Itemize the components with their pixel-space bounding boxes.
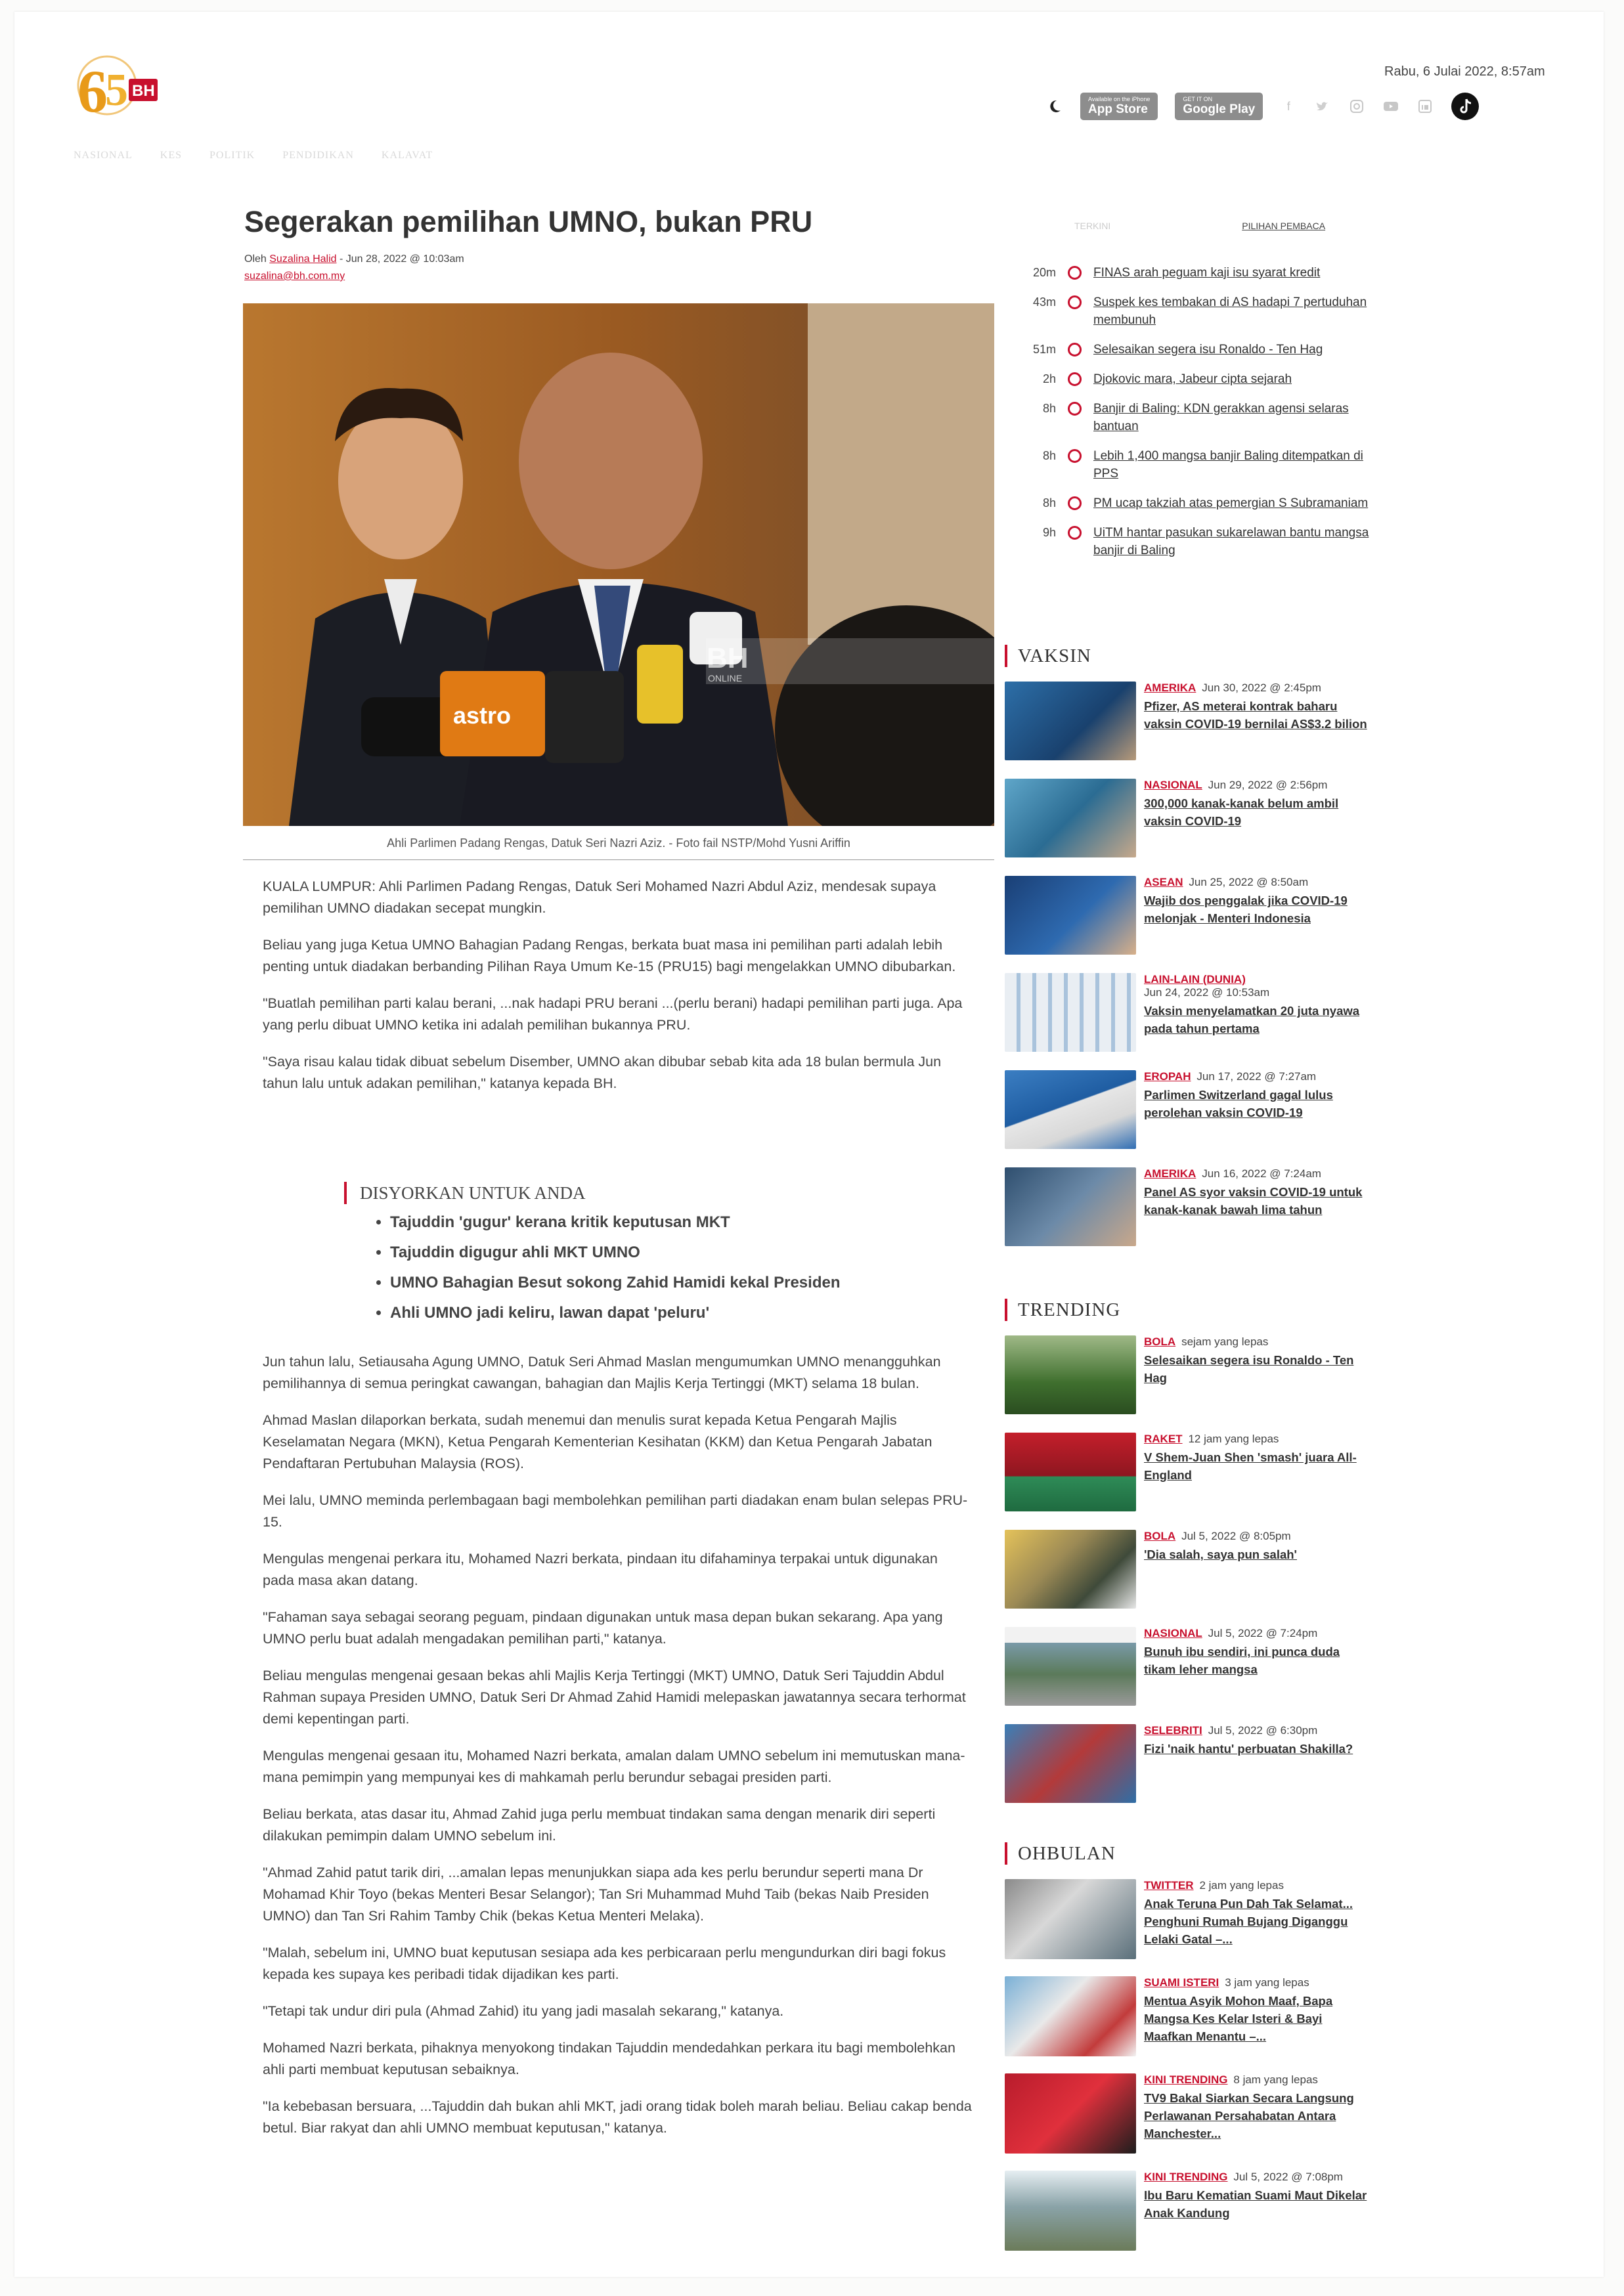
news-thumbnail[interactable] (1005, 2171, 1136, 2251)
header-icons (1046, 92, 1480, 121)
article-body-bottom (263, 1351, 972, 2154)
ohbulan-section (1005, 1842, 1372, 2268)
news-card[interactable]: SELEBRITI Jul 5, 2022 @ 6:30pm Fizi 'naik hantu' perbuatan Shakilla? (1005, 1724, 1372, 1807)
news-card[interactable]: LAIN-LAIN (DUNIA) Jun 24, 2022 @ 10:53am Vaksin menyelamatkan 20 juta nyawa pada tahun pertama (1005, 973, 1372, 1056)
svg-text:astro: astro (453, 702, 512, 729)
news-thumbnail[interactable] (1005, 1335, 1136, 1414)
article-body-top (263, 876, 972, 1110)
news-card[interactable]: AMERIKA Jun 16, 2022 @ 7:24am Panel AS syor vaksin COVID-19 untuk kanak-kanak bawah lima tahun (1005, 1167, 1372, 1250)
svg-text:5: 5 (105, 65, 128, 116)
suggested-link[interactable]: • UMNO Bahagian Besut sokong Zahid Hamidi kekal Presiden (390, 1274, 935, 1292)
news-card[interactable]: KINI TRENDING Jul 5, 2022 @ 7:08pm Ibu Baru Kematian Suami Maut Dikelar Anak Kandung (1005, 2171, 1372, 2259)
paragraph: "Ia kebebasan bersuara, ...Tajuddin dah bukan ahli MKT, jadi orang tidak boleh marah beliau. Beliau cakap benda betul. Biar rakyat dan ahli UMNO membuat keputusan," katanya. (263, 2098, 972, 2136)
youtube-icon[interactable] (1382, 98, 1399, 115)
circle-icon (1068, 449, 1082, 463)
circle-icon (1068, 402, 1082, 416)
byline: Oleh Suzalina Halid - Jun 28, 2022 @ 10:03am suzalina@bh.com.my (244, 253, 464, 282)
linkedin-icon[interactable] (1416, 98, 1434, 115)
suggested-link[interactable]: • Tajuddin digugur ahli MKT UMNO (390, 1244, 935, 1262)
news-thumbnail[interactable] (1005, 779, 1136, 857)
news-thumbnail[interactable] (1005, 1433, 1136, 1511)
news-card[interactable]: AMERIKA Jun 30, 2022 @ 2:45pm Pfizer, AS meterai kontrak baharu vaksin COVID-19 bernilai AS$3.2 bilion (1005, 682, 1372, 764)
section-heading: OHBULAN (1005, 1842, 1372, 1865)
news-card[interactable]: NASIONAL Jul 5, 2022 @ 7:24pm Bunuh ibu sendiri, ini punca duda tikam leher mangsa (1005, 1627, 1372, 1710)
section-heading: VAKSIN (1005, 645, 1372, 667)
news-thumbnail[interactable] (1005, 1627, 1136, 1706)
trending-section (1005, 1299, 1372, 1821)
svg-text:6: 6 (77, 58, 108, 123)
list-item[interactable]: 9h UiTM hantar pasukan sukarelawan bantu mangsa banjir di Baling (1042, 526, 1369, 557)
nav-item-kalavat[interactable]: KALAVAT (381, 150, 433, 161)
news-card[interactable]: KINI TRENDING 8 jam yang lepas TV9 Bakal Siarkan Secara Langsung Perlawanan Persahabatan Antara Manchester... (1005, 2073, 1372, 2161)
article-title: Segerakan pemilihan UMNO, bukan PRU (244, 205, 813, 238)
nav-item-kes[interactable]: KES (160, 150, 183, 161)
circle-icon (1068, 526, 1082, 540)
news-thumbnail[interactable] (1005, 1724, 1136, 1803)
tab-pilihan-pembaca[interactable]: PILIHAN PEMBACA (1242, 221, 1326, 231)
news-thumbnail[interactable] (1005, 2073, 1136, 2154)
list-item[interactable]: 8h Banjir di Baling: KDN gerakkan agensi selaras bantuan (1042, 402, 1349, 433)
paragraph: "Tetapi tak undur diri pula (Ahmad Zahid) itu yang jadi masalah sekarang," katanya. (263, 2003, 784, 2019)
circle-icon (1068, 372, 1082, 386)
news-thumbnail[interactable] (1005, 1530, 1136, 1609)
paragraph: "Buatlah pemilihan parti kalau berani, ...nak hadapi PRU berani ...(perlu berani) hadapi pemilihan parti juga. Apa yang perlu dibuat UMNO ketika ini adalah pemilihan bukannya PRU. (263, 995, 963, 1033)
svg-text:ONLINE: ONLINE (708, 673, 743, 683)
list-item[interactable]: 8h PM ucap takziah atas pemergian S Subramaniam (1042, 496, 1369, 510)
suggested-link[interactable]: • Tajuddin 'gugur' kerana kritik keputusan MKT (390, 1213, 935, 1232)
bh-65-logo[interactable] (71, 51, 163, 123)
news-card[interactable]: TWITTER 2 jam yang lepas Anak Teruna Pun Dah Tak Selamat... Penghuni Rumah Bujang Diganggu Lelaki Gatal –... (1005, 1879, 1372, 1967)
nav-item-pendidikan[interactable]: PENDIDIKAN (282, 150, 354, 161)
news-thumbnail[interactable] (1005, 876, 1136, 955)
photo-caption: Ahli Parlimen Padang Rengas, Datuk Seri Nazri Aziz. - Foto fail NSTP/Mohd Yusni Ariffin (243, 827, 994, 860)
suggested-heading: DISYORKAN UNTUK ANDA (344, 1182, 935, 1204)
paragraph: "Saya risau kalau tidak dibuat sebelum Disember, UMNO akan dibubar sebab kita ada 18 bulan bermula Jun tahun lalu untuk adakan pemilihan," katanya kepada BH. (263, 1054, 942, 1091)
suggested-box (344, 1182, 935, 1334)
dark-mode-icon[interactable] (1046, 98, 1063, 115)
nav-item-nasional[interactable]: NASIONAL (74, 150, 133, 161)
news-thumbnail[interactable] (1005, 1167, 1136, 1246)
news-card[interactable]: ASEAN Jun 25, 2022 @ 8:50am Wajib dos penggalak jika COVID-19 melonjak - Menteri Indonesia (1005, 876, 1372, 959)
paragraph: Mengulas mengenai perkara itu, Mohamed Nazri berkata, pindaan itu difahaminya terpakai untuk digunakan pada masa akan datang. (263, 1551, 938, 1588)
paragraph: Beliau yang juga Ketua UMNO Bahagian Padang Rengas, berkata buat masa ini pemilihan parti adalah lebih penting untuk diadakan berbanding Pilihan Raya Umum Ke-15 (PRU15) bagi mengelakkan UMNO dibubarkan. (263, 937, 956, 974)
news-thumbnail[interactable] (1005, 1976, 1136, 2056)
paragraph: Beliau berkata, atas dasar itu, Ahmad Zahid juga perlu membuat tindakan sama dengan menarik diri seperti dilakukan pemimpin dalam UMNO sebelum ini. (263, 1806, 936, 1844)
author-link[interactable]: Suzalina Halid (269, 253, 337, 265)
list-item[interactable]: 8h Lebih 1,400 mangsa banjir Baling ditempatkan di PPS (1042, 449, 1363, 481)
app-store-label: App Store (1088, 102, 1148, 116)
paragraph: Mengulas mengenai gesaan itu, Mohamed Nazri berkata, amalan dalam UMNO sebelum ini memutuskan mana-mana pemimpin yang mempunyai kes di mahkamah perlu berundur sebagai presiden parti. (263, 1748, 965, 1785)
news-thumbnail[interactable] (1005, 682, 1136, 760)
twitter-icon[interactable] (1314, 98, 1331, 115)
tiktok-icon[interactable] (1451, 92, 1480, 121)
news-card[interactable]: BOLA sejam yang lepas Selesaikan segera isu Ronaldo - Ten Hag (1005, 1335, 1372, 1418)
paragraph: Beliau mengulas mengenai gesaan bekas ahli Majlis Kerja Tertinggi (MKT) UMNO, Datuk Seri Tajuddin Abdul Rahman supaya Presiden UMNO, Datuk Seri Dr Ahmad Zahid Hamidi melepaskan jawatannya secara terhormat demi kepentingan parti. (263, 1668, 966, 1727)
current-date: Rabu, 6 Julai 2022, 8:57am (1384, 64, 1545, 79)
suggested-link[interactable]: • Ahli UMNO jadi keliru, lawan dapat 'peluru' (390, 1304, 935, 1322)
circle-icon (1068, 266, 1082, 280)
sidebar-tabs (1074, 221, 1325, 231)
news-thumbnail[interactable] (1005, 1070, 1136, 1149)
paragraph: KUALA LUMPUR: Ahli Parlimen Padang Rengas, Datuk Seri Mohamed Nazri Abdul Aziz, mendesak supaya pemilihan UMNO diadakan secepat mungkin. (263, 878, 936, 916)
section-heading: TRENDING (1005, 1299, 1372, 1321)
paragraph: Ahmad Maslan dilaporkan berkata, sudah menemui dan menulis surat kepada Ketua Pengarah Majlis Keselamatan Negara (MKN), Ketua Pengarah Kementerian Kesihatan (KKM) dan Ketua Pengarah Jabatan Pendaftaran Pertubuhan Malaysia (ROS). (263, 1412, 933, 1471)
list-item[interactable]: 51m Selesaikan segera isu Ronaldo - Ten Hag (1032, 343, 1323, 357)
news-card[interactable]: EROPAH Jun 17, 2022 @ 7:27am Parlimen Switzerland gagal lulus perolehan vaksin COVID-19 (1005, 1070, 1372, 1153)
svg-text:BH: BH (132, 82, 155, 100)
list-item[interactable]: 43m Suspek kes tembakan di AS hadapi 7 pertuduhan membunuh (1032, 295, 1367, 327)
vaksin-section (1005, 645, 1372, 1265)
paragraph: Jun tahun lalu, Setiausaha Agung UMNO, Datuk Seri Ahmad Maslan mengumumkan UMNO menangguhkan pemilihannya di semua peringkat cawangan, bahagian dan Majlis Kerja Tertinggi (MKT) selama 18 bulan. (263, 1354, 941, 1391)
paragraph: "Ahmad Zahid patut tarik diri, ...amalan lepas menunjukkan siapa ada kes perlu berundur seperti mana Dr Mohamad Khir Toyo (bekas Menteri Besar Selangor); Tan Sri Muhammad Muhd Taib (bekas Naib Presiden UMNO) dan Tan Sri Rahim Tamby Chik (bekas Ketua Menteri Melaka). (263, 1865, 929, 1924)
paragraph: Mohamed Nazri berkata, pihaknya menyokong tindakan Tajuddin mendedahkan perkara itu bagi membolehkan ahli parti membuat keputusan sebaiknya. (263, 2040, 955, 2077)
news-card[interactable]: RAKET 12 jam yang lepas V Shem-Juan Shen 'smash' juara All-England (1005, 1433, 1372, 1515)
main-nav (74, 150, 433, 162)
app-store-button[interactable]: Available on the iPhone App Store (1080, 93, 1158, 120)
publish-date: - Jun 28, 2022 @ 10:03am (339, 253, 464, 265)
google-play-button[interactable]: GET IT ON Google Play (1175, 93, 1263, 120)
article-photo (243, 303, 994, 826)
circle-icon (1068, 295, 1082, 309)
list-item[interactable]: 20m FINAS arah peguam kaji isu syarat kredit (1032, 266, 1321, 280)
nav-item-politik[interactable]: POLITIK (209, 150, 255, 161)
latest-list (1018, 264, 1386, 571)
google-play-label: Google Play (1183, 102, 1256, 116)
news-card[interactable]: NASIONAL Jun 29, 2022 @ 2:56pm 300,000 kanak-kanak belum ambil vaksin COVID-19 (1005, 779, 1372, 861)
news-card[interactable]: SUAMI ISTERI 3 jam yang lepas Mentua Asyik Mohon Maaf, Bapa Mangsa Kes Kelar Isteri & Bayi Maafkan Menantu –... (1005, 1976, 1372, 2064)
tab-terkini[interactable]: TERKINI (1074, 221, 1111, 231)
news-thumbnail[interactable] (1005, 1879, 1136, 1959)
facebook-icon[interactable]: f (1286, 99, 1290, 113)
circle-icon (1068, 496, 1082, 510)
news-card[interactable]: BOLA Jul 5, 2022 @ 8:05pm 'Dia salah, saya pun salah' (1005, 1530, 1372, 1613)
svg-text:BH: BH (707, 642, 749, 674)
instagram-icon[interactable] (1348, 98, 1365, 115)
paragraph: Mei lalu, UMNO meminda perlembagaan bagi membolehkan pemilihan parti diadakan enam bulan selepas PRU-15. (263, 1492, 968, 1530)
author-email-link[interactable]: suzalina@bh.com.my (244, 271, 345, 282)
list-item[interactable]: 2h Djokovic mara, Jabeur cipta sejarah (1042, 372, 1292, 386)
paragraph: "Malah, sebelum ini, UMNO buat keputusan sesiapa ada kes perbicaraan perlu mengundurkan diri bagi fokus kepada kes supaya kes peribadi tidak dijadikan kes parti. (263, 1945, 946, 1982)
paragraph: "Fahaman saya sebagai seorang peguam, pindaan digunakan untuk masa depan bukan sekarang. Apa yang UMNO perlu buat adalah mengadakan pemilihan parti," katanya. (263, 1609, 943, 1647)
circle-icon (1068, 343, 1082, 357)
news-thumbnail[interactable] (1005, 973, 1136, 1052)
